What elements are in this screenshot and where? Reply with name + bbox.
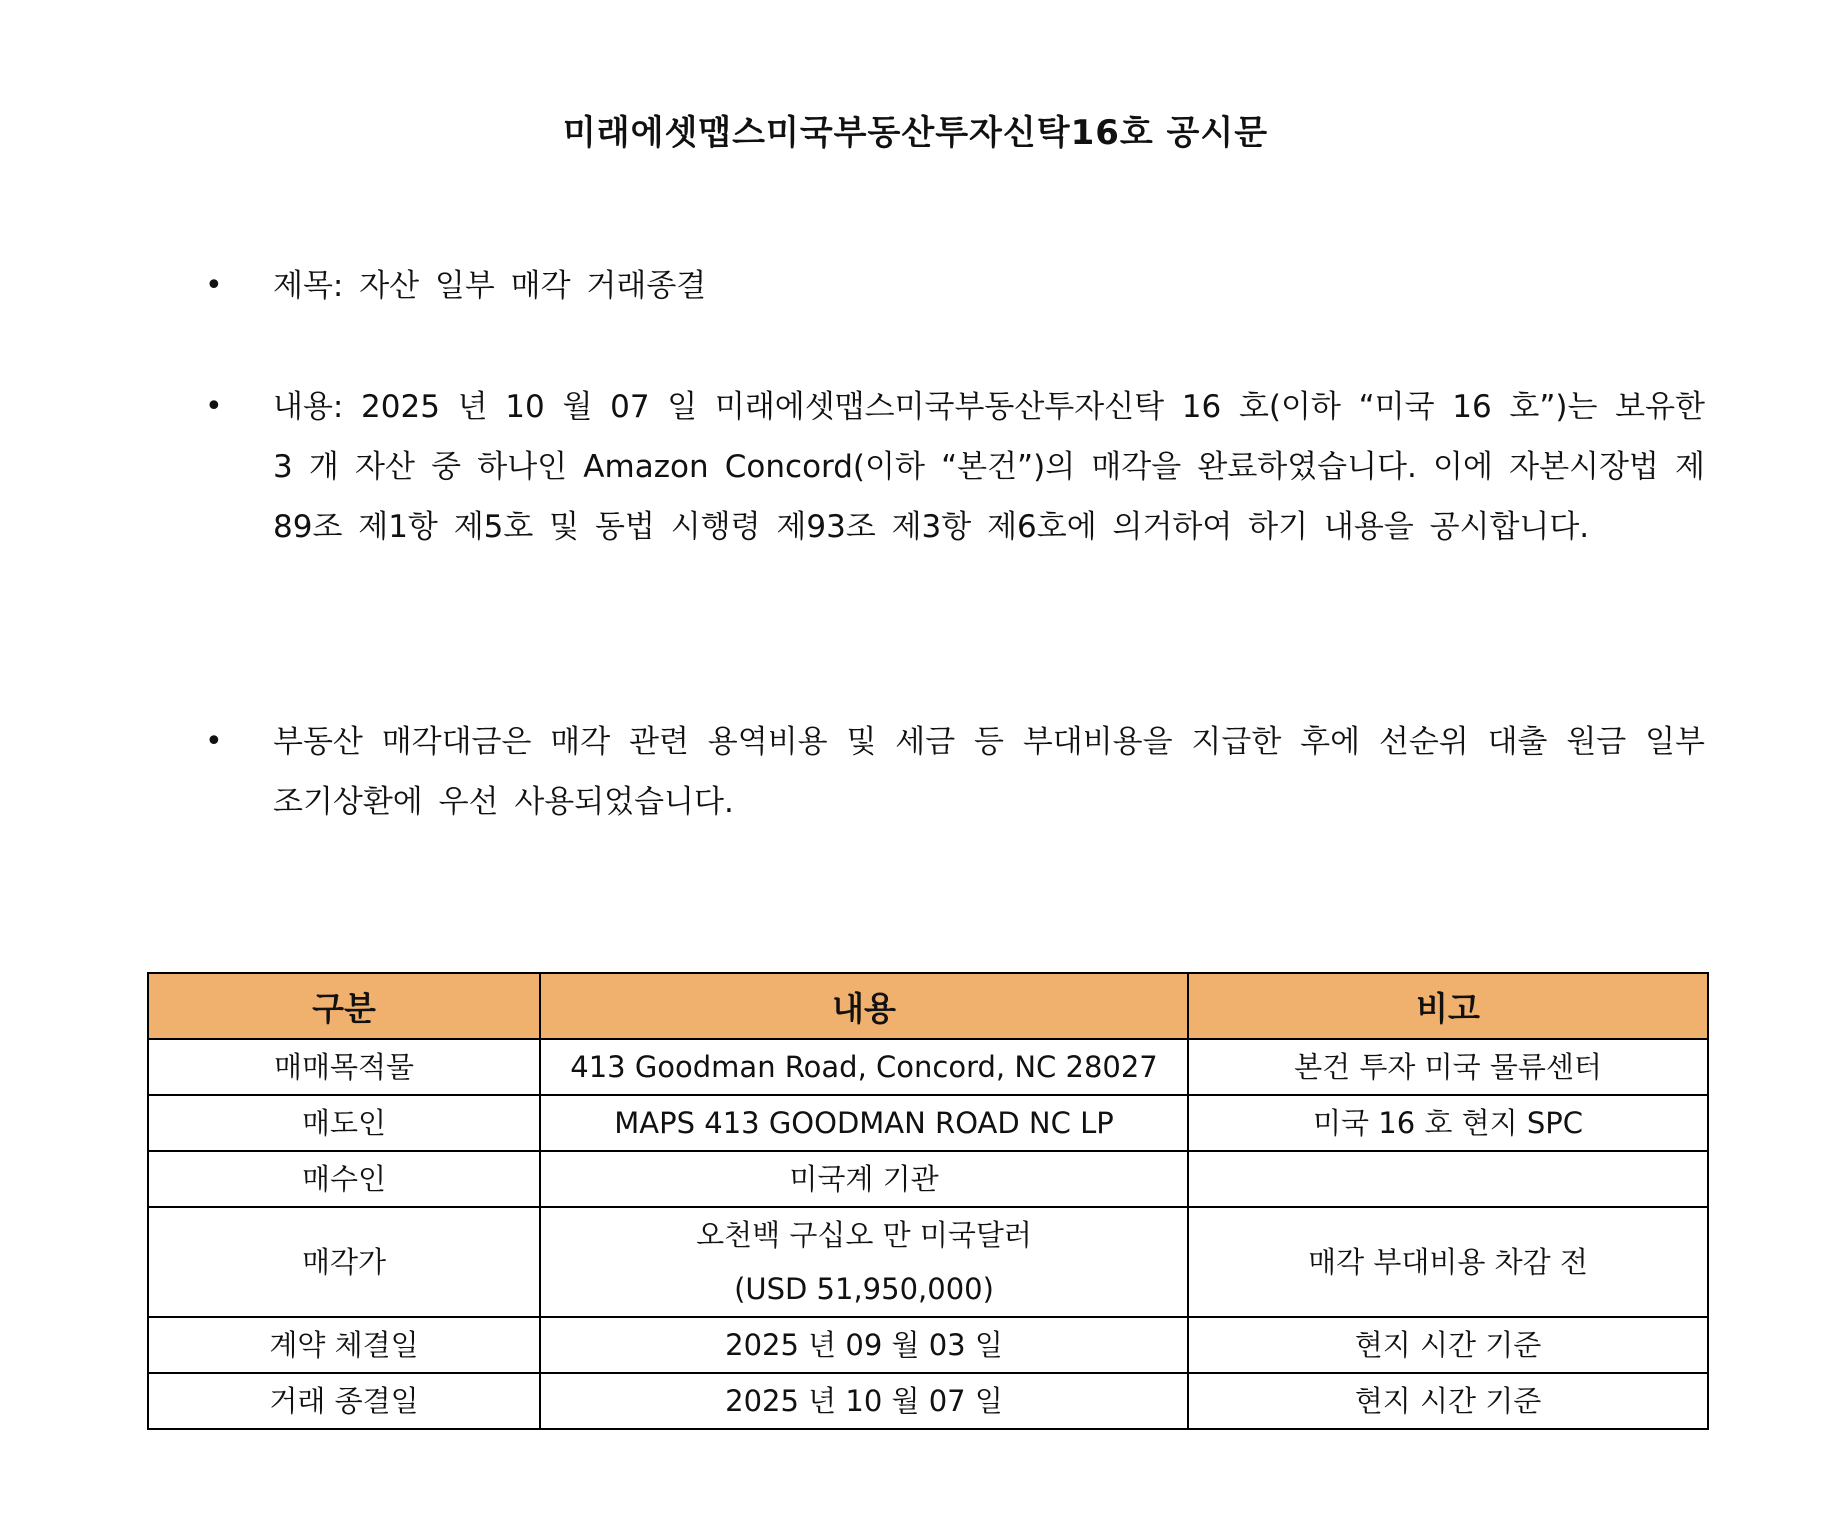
row-content: 2025 년 10 월 07 일 <box>540 1373 1188 1429</box>
row-category: 매매목적물 <box>148 1039 540 1095</box>
bullet-marker: • <box>205 389 223 424</box>
row-category: 매도인 <box>148 1095 540 1151</box>
row-category: 매수인 <box>148 1151 540 1207</box>
header-note: 비고 <box>1188 973 1708 1039</box>
row-content <box>540 1207 1188 1317</box>
row-category: 거래 종결일 <box>148 1373 540 1429</box>
table-row <box>148 1039 1708 1095</box>
row-content: 2025 년 09 월 03 일 <box>540 1317 1188 1373</box>
row-content: 미국계 기관 <box>540 1151 1188 1207</box>
header-content: 내용 <box>540 973 1188 1039</box>
row-note: 매각 부대비용 차감 전 <box>1188 1207 1708 1317</box>
row-note <box>1188 1151 1708 1207</box>
row-content: 413 Goodman Road, Concord, NC 28027 <box>540 1039 1188 1095</box>
row-note: 현지 시간 기준 <box>1188 1373 1708 1429</box>
table-row <box>148 1207 1708 1317</box>
header-category: 구분 <box>148 973 540 1039</box>
table-header-row <box>148 973 1708 1039</box>
table-row <box>148 1373 1708 1429</box>
content-paragraph: 내용: 2025 년 10 월 07 일 미래에셋맵스미국부동산투자신탁 16 호(이하 “미국 16 호”)는 보유한 3 개 자산 중 하나인 Amazon Concord(이하 “본건”)의 매각을 완료하였습니다. 이에 자본시장법 제89조 제1항 제5호 및 동법 시행령 제93조 제3항 제6호에 의거하여 하기 내용을 공시합니다. <box>273 389 1705 545</box>
proceeds-paragraph: 부동산 매각대금은 매각 관련 용역비용 및 세금 등 부대비용을 지급한 후에 선순위 대출 원금 일부 조기상환에 우선 사용되었습니다. <box>273 724 1705 820</box>
row-note: 현지 시간 기준 <box>1188 1317 1708 1373</box>
table-row <box>148 1317 1708 1373</box>
row-category: 계약 체결일 <box>148 1317 540 1373</box>
bullet-marker: • <box>205 724 223 759</box>
transaction-table <box>147 972 1709 1430</box>
row-note: 본건 투자 미국 물류센터 <box>1188 1039 1708 1095</box>
subject-paragraph: 제목: 자산 일부 매각 거래종결 <box>273 268 707 304</box>
row-note: 미국 16 호 현지 SPC <box>1188 1095 1708 1151</box>
page-title: 미래에셋맵스미국부동산투자신탁16호 공시문 <box>562 113 1269 153</box>
table-row <box>148 1151 1708 1207</box>
table-row <box>148 1095 1708 1151</box>
row-category: 매각가 <box>148 1207 540 1317</box>
bullet-marker: • <box>205 268 223 303</box>
row-content: MAPS 413 GOODMAN ROAD NC LP <box>540 1095 1188 1151</box>
price-usd: (USD 51,950,000) <box>734 1272 994 1306</box>
price-korean: 오천백 구십오 만 미국달러 <box>696 1218 1032 1252</box>
